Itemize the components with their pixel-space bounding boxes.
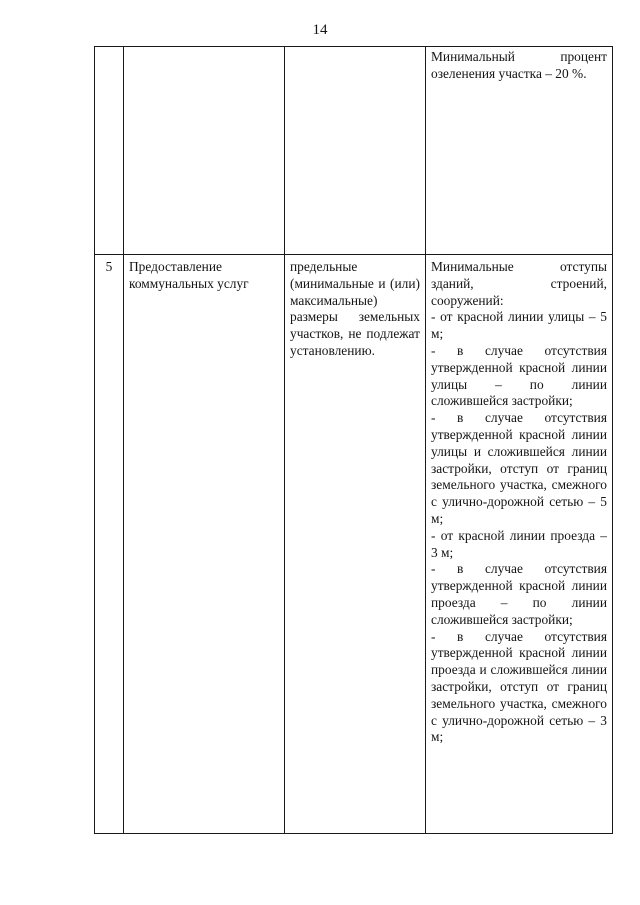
- page-number: 14: [312, 22, 328, 38]
- construction-parameters-cell: [426, 255, 613, 834]
- land-use-name-cell: Предоставление коммунальных услуг: [124, 255, 285, 834]
- setback-heading: Минимальные отступы зданий, строений, сооружений:: [431, 259, 607, 308]
- plot-size-cell: предельные (минимальные и (или) максимальные) размеры земельных участков, не подлежат установлению.: [285, 255, 426, 834]
- construction-parameters-cell: Минимальный процент озеленения участка – 20 %.: [426, 47, 613, 255]
- table-row-5: [95, 255, 613, 834]
- land-use-name-cell: [124, 47, 285, 255]
- setback-item: - от красной линии проезда – 3 м;: [431, 527, 607, 560]
- table-row-continued: [95, 47, 613, 255]
- setback-item: - в случае отсутствия утвержденной красной линии проезда – по линии сложившейся застройки;: [431, 561, 607, 627]
- plot-size-cell: [285, 47, 426, 255]
- row-number-cell: [95, 47, 124, 255]
- setback-item: - в случае отсутствия утвержденной красной линии улицы и сложившейся линии застройки, отступ от границ земельного участка, смежного с улично-дорожной сетью – 5 м;: [431, 410, 607, 526]
- row-number-cell: 5: [95, 255, 124, 834]
- setback-item: - в случае отсутствия утвержденной красной линии проезда и сложившейся линии застройки, отступ от границ земельного участка, смежного с улично-дорожной сетью – 3 м;: [431, 628, 607, 745]
- setback-item: - от красной линии улицы – 5 м;: [431, 309, 607, 342]
- zoning-regulations-table: [94, 46, 613, 834]
- setback-item: - в случае отсутствия утвержденной красной линии улицы – по линии сложившейся застройки;: [431, 342, 607, 409]
